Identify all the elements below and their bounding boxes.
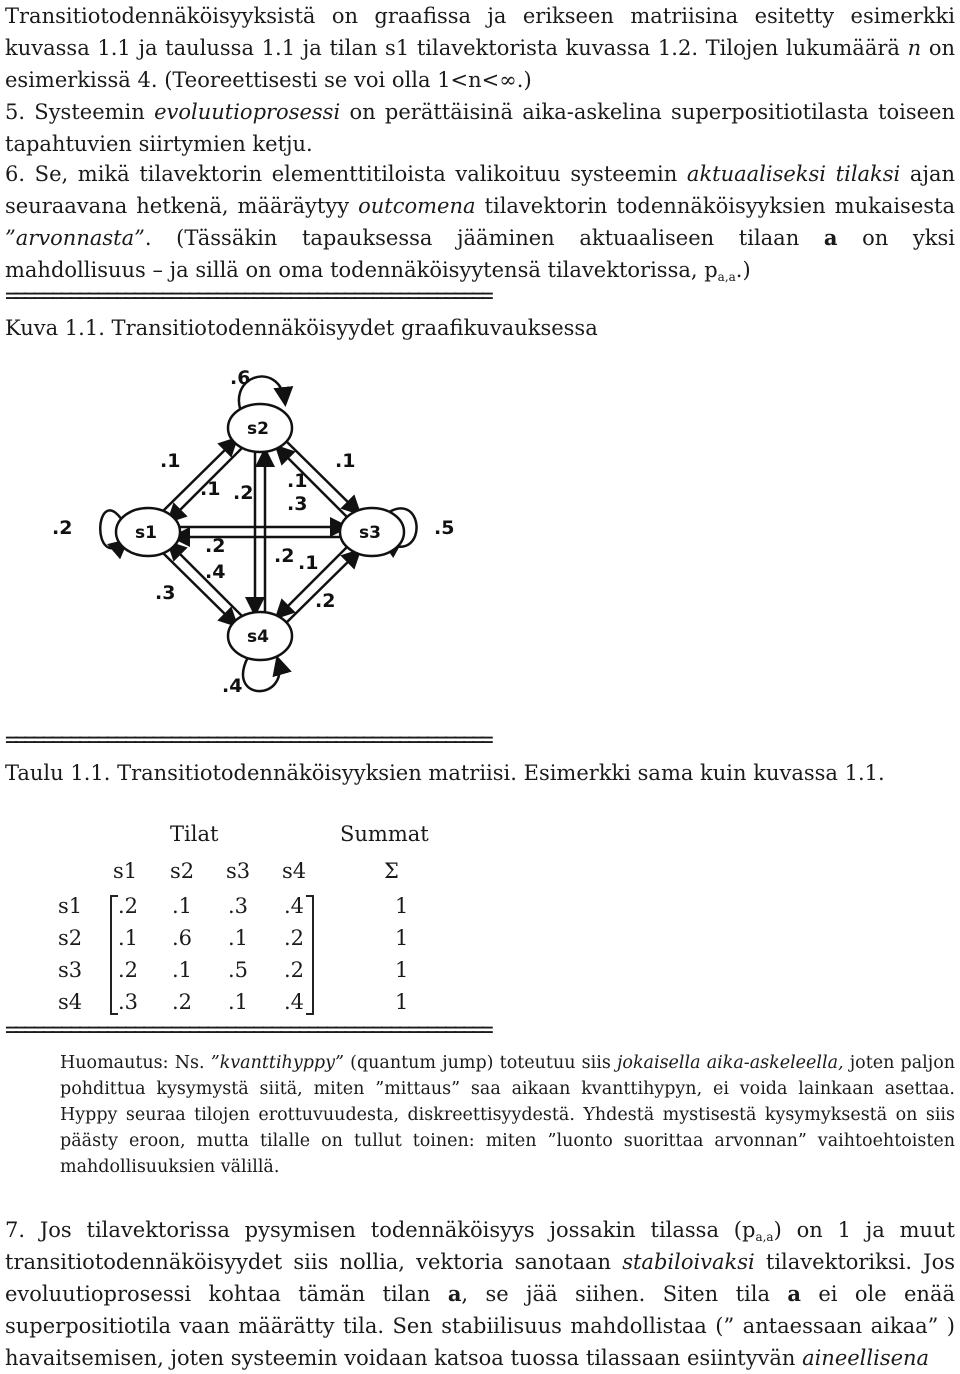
label-s1-self: .2: [52, 517, 73, 539]
intro-paragraph: [5, 0, 955, 96]
label-s1-s4: .3: [155, 582, 176, 604]
row-label: s1: [58, 894, 83, 918]
cell: .1: [118, 926, 139, 950]
cell: .2: [118, 894, 139, 918]
cell: .2: [284, 926, 305, 950]
node-s4-label: s4: [247, 627, 269, 647]
col-s4: s4: [282, 859, 307, 883]
graph-svg: [30, 362, 500, 702]
item-6-line-3: ”arvonnasta”. (Tässäkin tapauksessa jääminen aktuaaliseen tilaan a on yksi: [5, 225, 955, 250]
cell: .1: [172, 958, 193, 982]
note-line-3: Hyppy seuraa tilojen erottuvuudesta, diskreettisyydestä. Yhdestä mystisestä kysymyksestä on siis: [60, 1105, 955, 1125]
label-cross-5: .2: [205, 535, 226, 557]
variable-n: n: [907, 36, 922, 60]
row-label: s3: [58, 958, 83, 982]
intro-line-1: Transitiotodennäköisyyksistä on graafissa ja erikseen matriisina esitetty esimerkki: [5, 4, 955, 28]
row-label: s4: [58, 990, 83, 1014]
item-7-line-5: havaitsemisen, joten systeemin voidaan katsoa tuossa tilassaan esiintyvän aineellisena: [5, 1346, 930, 1370]
label-cross-8: .1: [298, 552, 319, 574]
label-cross-7: .2: [274, 545, 295, 567]
col-s3: s3: [226, 859, 251, 883]
item-6-line-4: mahdollisuus – ja sillä on oma todennäköisyytensä tilavektorissa, $p_{a,a}$.): [5, 258, 751, 284]
intro-line-3: esimerkissä 4. (Teoreettisesti se voi olla 1<n<∞.): [5, 68, 532, 92]
col-sigma: Σ: [384, 859, 399, 883]
col-s1: s1: [113, 859, 138, 883]
header-sums: Summat: [340, 822, 429, 846]
note-paragraph: [60, 1050, 955, 1180]
label-s2-s3: .1: [335, 450, 356, 472]
cell: .3: [228, 894, 249, 918]
item-6-line-1: 6. Se, mikä tilavektorin elementtitiloista valikoituu systeemin aktuaaliseksi tilaksi ajan: [5, 162, 955, 186]
cell: .1: [228, 990, 249, 1014]
cell: .1: [228, 926, 249, 950]
intro-line-2: kuvassa 1.1 ja taulussa 1.1 ja tilan s1 tilavektorista kuvassa 1.2. Tilojen lukumäärä n on: [5, 36, 955, 60]
item-6: [5, 158, 955, 293]
row-sum: 1: [395, 926, 409, 950]
label-s3-self: .5: [434, 517, 455, 539]
matrix-right-bracket: [306, 895, 314, 1015]
loop-s4: [243, 657, 279, 691]
cell: .2: [284, 958, 305, 982]
label-s4-self: .4: [222, 675, 243, 697]
label-cross-3: .1: [287, 470, 308, 492]
item-7-line-1: 7. Jos tilavektorissa pysymisen todennäköisyys jossakin tilassa $(p_{a,a})$ on 1 ja muut: [5, 1218, 955, 1244]
cell: .3: [118, 990, 139, 1014]
cell: .6: [172, 926, 193, 950]
separator-3: =====================================================: [5, 1018, 490, 1043]
separator-2: =====================================================: [5, 728, 490, 753]
row-label: s2: [58, 926, 83, 950]
cell: .5: [228, 958, 249, 982]
label-cross-4: .3: [287, 493, 308, 515]
header-states: Tilat: [170, 822, 219, 846]
label-cross-6: .4: [205, 561, 226, 583]
label-s2-self: .6: [230, 367, 251, 389]
figure-caption: Kuva 1.1. Transitiotodennäköisyydet graafikuvauksessa: [5, 316, 598, 340]
col-s2: s2: [170, 859, 195, 883]
item-5-line-1: 5. Systeemin evoluutioprosessi on perättäisinä aika-askelina superpositiotilasta toiseen: [5, 100, 955, 124]
node-s2-label: s2: [247, 419, 269, 439]
note-line-2: pohdittua kysymystä siitä, miten ”mittaus” saa aikaan kvanttihypyn, ei voida lainkaan asettaa.: [60, 1079, 955, 1099]
separator-1: =====================================================: [5, 284, 490, 309]
node-s3-label: s3: [359, 523, 381, 543]
edge-s4-s3-a: [285, 552, 358, 624]
row-sum: 1: [395, 958, 409, 982]
item-7-line-4: superpositiotila vaan määrätty tila. Sen stabiilisuus mahdollistaa (” antaessaan aikaa” ): [5, 1314, 955, 1338]
item-7: [5, 1214, 955, 1374]
label-cross-1: .1: [200, 478, 221, 500]
row-sum: 1: [395, 894, 409, 918]
label-cross-2: .2: [233, 482, 254, 504]
cell: .1: [172, 894, 193, 918]
matrix-left-bracket: [110, 895, 118, 1015]
node-s1-label: s1: [135, 523, 157, 543]
item-7-line-2: transitiotodennäköisyydet siis nollia, vektoria sanotaan stabiloivaksi tilavektoriksi. Jos: [5, 1250, 955, 1274]
label-s1-s2: .1: [160, 450, 181, 472]
note-line-5: mahdollisuuksien välillä.: [60, 1157, 280, 1177]
cell: .4: [284, 894, 305, 918]
item-5-line-2: tapahtuvien siirtymien ketju.: [5, 132, 313, 156]
table-caption: Taulu 1.1. Transitiotodennäköisyyksien matriisi. Esimerkki sama kuin kuvassa 1.1.: [5, 761, 885, 785]
transition-graph: [30, 362, 500, 702]
cell: .4: [284, 990, 305, 1014]
item-5: [5, 96, 955, 160]
cell: .2: [172, 990, 193, 1014]
item-7-line-3: evoluutioprosessi kohtaa tämän tilan a, se jää siihen. Siten tila a ei ole enää: [5, 1281, 955, 1306]
cell: .2: [118, 958, 139, 982]
note-line-1: Huomautus: Ns. ”kvanttihyppy” (quantum jump) toteutuu siis jokaisella aika-askeleella, joten paljon: [60, 1053, 955, 1073]
row-sum: 1: [395, 990, 409, 1014]
label-s4-s3: .2: [315, 590, 336, 612]
note-line-4: päästy eroon, mutta tilalle on tullut toinen: miten ”luonto suorittaa arvonnan” vaihtoehtoisten: [60, 1131, 955, 1151]
item-6-line-2: seuraavana hetkenä, määräytyy outcomena tilavektorin todennäköisyyksien mukaisesta: [5, 194, 955, 218]
